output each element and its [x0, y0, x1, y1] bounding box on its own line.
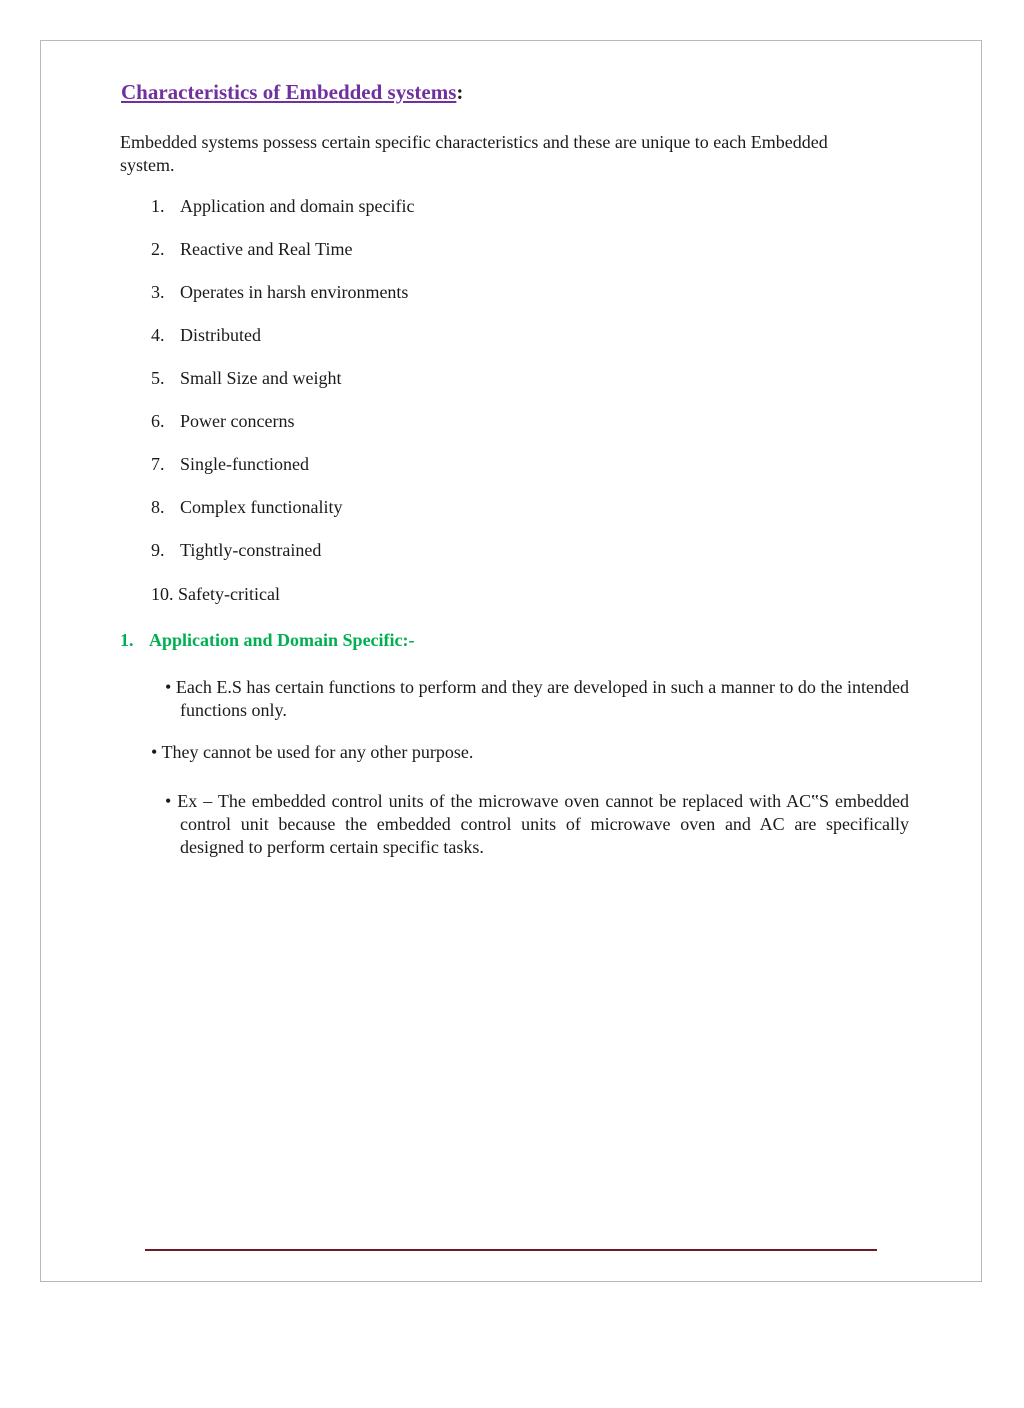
list-item-label: Operates in harsh environments	[180, 282, 409, 302]
list-item-label: Small Size and weight	[180, 368, 342, 388]
list-item	[151, 411, 294, 432]
list-item-number: 5.	[151, 368, 165, 388]
list-item-label: Distributed	[180, 325, 261, 345]
list-item-label: Power concerns	[180, 411, 295, 431]
intro-paragraph: Embedded systems possess certain specific characteristics and these are unique to each Embedded system.	[120, 132, 828, 175]
bullet-item	[151, 741, 909, 764]
list-item-label: Application and domain specific	[180, 196, 415, 216]
title-colon: :	[456, 80, 464, 104]
list-item-number: 8.	[151, 497, 165, 517]
list-item	[151, 584, 280, 605]
list-item-number: 1.	[151, 196, 165, 216]
list-item	[151, 497, 342, 518]
bullet-item	[151, 790, 909, 859]
list-item-number: 2.	[151, 239, 165, 259]
bullet-text: • Each E.S has certain functions to perform and they are developed in such a manner to do the intended functions only.	[165, 677, 909, 720]
section-number: 1.	[120, 630, 134, 650]
list-item-label: Tightly-constrained	[180, 540, 322, 560]
section-heading-text: Application and Domain Specific:-	[149, 630, 415, 650]
list-item	[151, 540, 321, 561]
section-heading	[120, 630, 415, 651]
list-item-label: Complex functionality	[180, 497, 343, 517]
list-item	[151, 454, 309, 475]
list-item-number: 10.	[151, 584, 174, 604]
page-title	[121, 80, 463, 105]
bullet-item	[151, 676, 909, 722]
list-item-number: 7.	[151, 454, 165, 474]
page-frame	[40, 40, 982, 1282]
footer-rule	[145, 1249, 877, 1251]
list-item-number: 6.	[151, 411, 165, 431]
list-item	[151, 196, 414, 217]
list-item-label: Single-functioned	[180, 454, 309, 474]
list-item	[151, 325, 261, 346]
list-item	[151, 368, 341, 389]
list-item-label: Safety-critical	[178, 584, 280, 604]
list-item	[151, 282, 408, 303]
list-item-number: 3.	[151, 282, 165, 302]
bullet-text: • They cannot be used for any other purpose.	[151, 742, 474, 762]
list-item	[151, 239, 352, 260]
bullet-text: • Ex – The embedded control units of the microwave oven cannot be replaced with AC‟S embedded control unit because the embedded control units of microwave oven and AC are specifically designed to perform certain specific tasks.	[165, 791, 909, 857]
list-item-number: 4.	[151, 325, 165, 345]
list-item-label: Reactive and Real Time	[180, 239, 353, 259]
title-text: Characteristics of Embedded systems	[121, 80, 457, 104]
list-item-number: 9.	[151, 540, 165, 560]
